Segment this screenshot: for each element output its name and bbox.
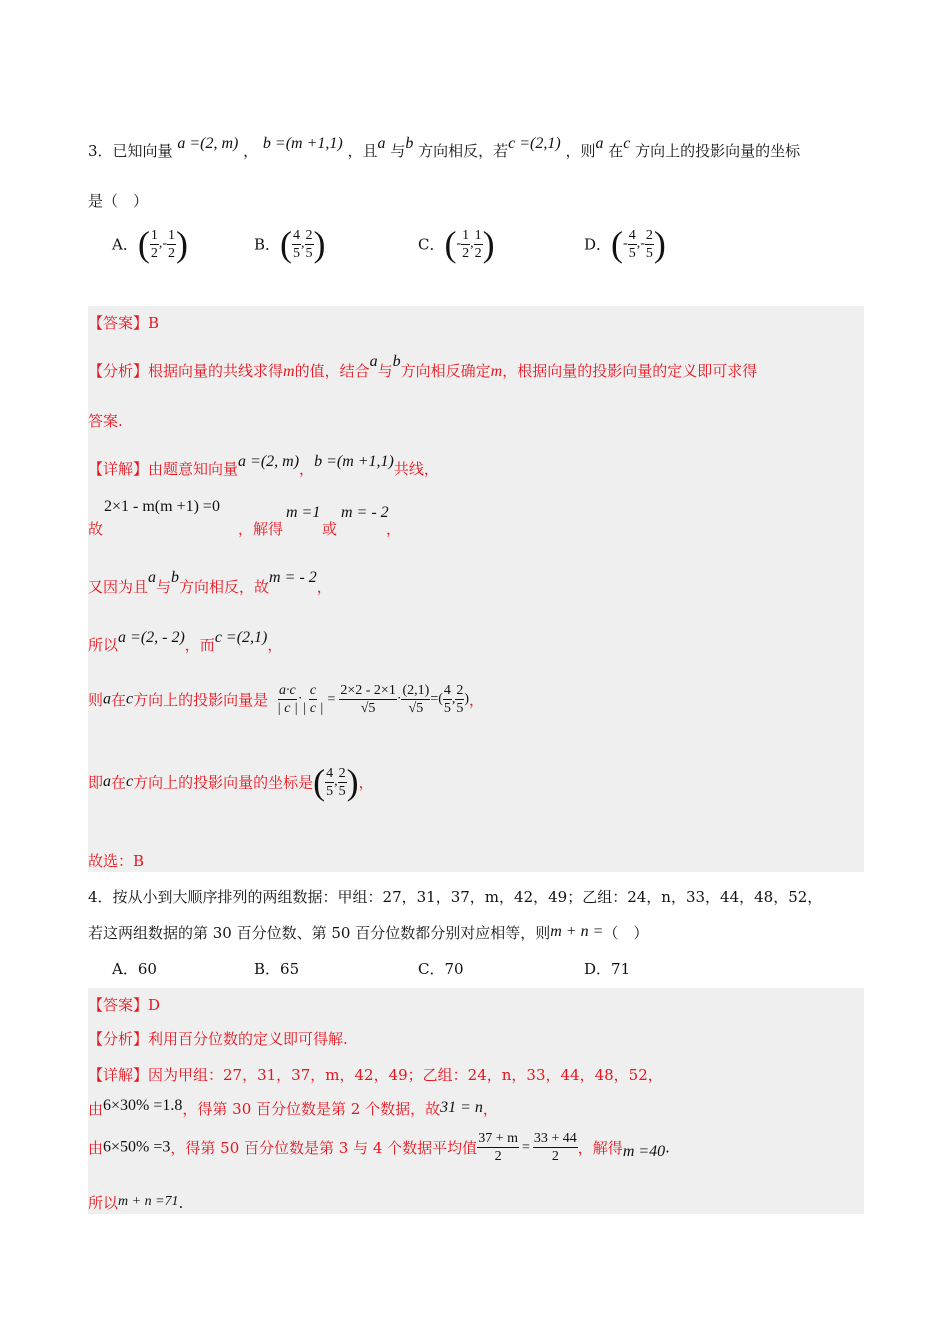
equation: m + n =71 <box>118 1194 179 1209</box>
q4-analysis: 【分析】利用百分位数的定义即可得解. <box>88 1030 348 1048</box>
text: 即 <box>88 773 104 792</box>
denominator: 2 <box>462 245 470 261</box>
fraction <box>150 227 159 262</box>
eq-m2: m = - 2 <box>341 504 389 521</box>
denominator: 5 <box>326 783 334 799</box>
text: 由 <box>88 1100 104 1118</box>
equals: = <box>327 691 336 707</box>
eq-m: m = - 2 <box>269 569 317 586</box>
equation: 6×50% =3 <box>103 1138 171 1156</box>
option-label: C． <box>418 235 445 254</box>
denominator: 5 <box>456 701 464 716</box>
text: 方向上的投影向量的坐标是 <box>133 773 314 792</box>
numerator: 2 <box>456 683 464 698</box>
equation: m =40 <box>622 1142 666 1160</box>
option-label: A． <box>112 235 138 254</box>
option-label: B． <box>254 235 281 254</box>
coord-fraction-1 <box>325 765 334 800</box>
q3-detail-line-coordinate <box>88 764 374 800</box>
result-fraction-1 <box>443 682 452 717</box>
fraction <box>461 227 470 262</box>
text: 方向上的投影向量是 <box>133 691 269 709</box>
denominator: 5 <box>305 245 313 261</box>
q3-vec-a: a =(2, m) <box>177 135 239 152</box>
comma: , <box>334 774 338 789</box>
fraction <box>292 227 301 262</box>
option-value: 65 <box>280 960 300 978</box>
numerator: 2 <box>645 227 653 243</box>
q4-option-d[interactable] <box>584 958 630 979</box>
q3-vec-c: c =(2,1) <box>508 135 561 152</box>
text-gu: 故 <box>88 520 104 538</box>
q3-mid3: ，则 <box>565 142 596 160</box>
var-c: c <box>126 690 134 708</box>
q4-option-c[interactable] <box>418 958 464 979</box>
q4-option-a[interactable] <box>112 958 157 979</box>
var-b: b <box>392 353 401 370</box>
denominator: 5 <box>628 245 636 261</box>
paren-open: ( <box>313 762 326 802</box>
q3-mid2: 方向相反，若 <box>418 142 509 160</box>
equals: = <box>521 1139 530 1155</box>
var-b: b <box>171 569 180 586</box>
text-comma: ， <box>386 520 402 538</box>
q3-option-b[interactable] <box>254 226 326 262</box>
eq-m1: m =1 <box>286 504 321 521</box>
q3-a2: a <box>595 135 604 152</box>
analysis-tag: 【分析】 <box>88 362 149 380</box>
q3-a: a <box>377 135 386 152</box>
numerator: 33 + 44 <box>533 1131 577 1146</box>
vec-a-value: a =(2, - 2) <box>118 629 185 646</box>
vec-a: a =(2, m) <box>238 453 300 470</box>
option-label: A． <box>112 960 138 978</box>
q4-final <box>88 1192 183 1213</box>
sign: - <box>162 236 168 251</box>
q3-yu: 与 <box>390 142 406 160</box>
q3-detail-line-suoyi <box>88 629 283 655</box>
q3-choice: 故选：B <box>88 852 145 870</box>
paren-close: ) <box>653 224 666 264</box>
comma: , <box>470 236 474 251</box>
paren-close: ) <box>176 224 189 264</box>
analysis-text: ，根据向量的投影向量的定义即可求得 <box>502 362 758 380</box>
numerator: 4 <box>628 227 636 243</box>
q4-line1: 4．按从小到大顺序排列的两组数据：甲组：27，31，37，m，42，49；乙组：24，n，33，44，48，52， <box>88 888 823 906</box>
text: 方向相反，故 <box>179 578 270 596</box>
var-c: c <box>126 773 134 790</box>
numerator: 37 + m <box>478 1131 518 1146</box>
var-a: a <box>369 353 378 370</box>
proj-fraction-2 <box>303 682 324 717</box>
comma: , <box>451 691 456 707</box>
text: ，得第 30 百分位数是第 2 个数据，故 <box>182 1100 441 1118</box>
numerator: 1 <box>150 227 158 243</box>
detail-text: 由题意知向量 <box>148 460 239 478</box>
fraction <box>628 227 637 262</box>
q3-b: b <box>405 135 414 152</box>
var-m: m <box>283 363 295 380</box>
q3-comma: ， <box>243 142 259 160</box>
coord-fraction-2 <box>338 765 347 800</box>
q3-line1 <box>88 135 801 161</box>
var-a: a <box>103 690 112 708</box>
fraction <box>474 227 483 262</box>
text: 又因为且 <box>88 578 149 596</box>
fraction-left <box>477 1130 519 1165</box>
numerator: 4 <box>293 227 301 243</box>
paren-open: ( <box>444 224 457 264</box>
numerator: c <box>309 683 317 698</box>
text: 在 <box>111 691 127 709</box>
equation: 6×30% =1.8 <box>103 1097 183 1114</box>
comma: , <box>158 236 163 251</box>
text: 则 <box>88 691 104 709</box>
text: ，而 <box>184 636 215 654</box>
paren-open: ( <box>280 224 293 264</box>
text: ，得第 50 百分位数是第 3 与 4 个数据平均值 <box>170 1139 478 1157</box>
option-value: 70 <box>444 960 464 978</box>
option-value: 71 <box>611 960 631 978</box>
numerator: 4 <box>326 765 334 781</box>
option-value: 60 <box>137 960 157 978</box>
paren-open: ( <box>611 224 624 264</box>
fraction <box>645 227 654 262</box>
detail-text: 共线， <box>393 460 439 478</box>
denominator: 5 <box>338 783 346 799</box>
option-label: C． <box>418 960 445 978</box>
q4-detail-line2 <box>88 1098 498 1119</box>
denominator: √5 <box>360 701 376 716</box>
text: . <box>665 1138 670 1157</box>
numerator: 2×2 - 2×1 <box>340 683 396 698</box>
equals: =( <box>430 691 443 707</box>
q3-option-d[interactable] <box>584 226 666 262</box>
comma: , <box>301 236 305 251</box>
comma: , <box>636 236 641 251</box>
q3-mid1: ，且 <box>347 142 378 160</box>
denominator: | c | <box>302 701 324 716</box>
proj-fraction-4 <box>401 682 430 717</box>
option-label: D． <box>584 235 612 254</box>
q4-detail-line3 <box>88 1130 670 1170</box>
paren-close: ) <box>346 762 359 802</box>
q4-text: 若这两组数据的第 30 百分位数、第 50 百分位数都分别对应相等，则 <box>88 924 551 942</box>
analysis-text: 方向相反确定 <box>400 362 491 380</box>
numerator: a·c <box>279 683 296 698</box>
q3-zai: 在 <box>608 142 624 160</box>
q3-detail-line-projection <box>88 682 484 732</box>
denominator: 2 <box>494 1149 502 1164</box>
text: ， <box>267 636 283 654</box>
denominator: 2 <box>150 245 158 261</box>
q4-option-b[interactable] <box>254 958 299 979</box>
q3-c2: c <box>623 135 631 152</box>
fraction <box>167 227 176 262</box>
q3-prefix: 3．已知向量 <box>88 142 173 160</box>
denominator: 5 <box>443 701 451 716</box>
numerator: (2,1) <box>402 683 430 698</box>
var-m: m <box>490 363 503 380</box>
q3-analysis-line1 <box>88 353 758 381</box>
analysis-text: 根据向量的共线求得 <box>148 362 284 380</box>
denominator: | c | <box>276 701 298 716</box>
denominator: √5 <box>408 701 424 716</box>
q4-detail: 【详解】因为甲组：27，31，37，m，42，49；乙组：24，n，33，44，48，52， <box>88 1066 663 1084</box>
vec-c-value: c =(2,1) <box>214 629 268 646</box>
text: 在 <box>111 773 127 792</box>
var-a: a <box>103 773 112 790</box>
text: 由 <box>88 1139 104 1157</box>
analysis-text: 的值，结合 <box>294 362 370 380</box>
text: . <box>178 1194 184 1212</box>
option-label: B． <box>254 960 281 978</box>
equation: 2×1 - m(m +1) =0 <box>104 498 220 515</box>
text: ，解得 <box>577 1139 623 1157</box>
denominator: 2 <box>168 245 176 261</box>
text-solve: ，解得 <box>238 520 284 538</box>
var-a: a <box>148 569 157 586</box>
fraction-right <box>533 1130 578 1165</box>
detail-text: ， <box>299 460 315 478</box>
text: ， <box>316 578 332 596</box>
detail-tag: 【详解】 <box>88 460 149 478</box>
dot: · <box>297 691 303 707</box>
q3-detail-line-you <box>88 569 332 597</box>
fraction <box>305 227 314 262</box>
q3-analysis-line2: 答案. <box>88 412 123 430</box>
numerator: 1 <box>168 227 176 243</box>
text: 所以 <box>88 1194 119 1212</box>
denominator: 2 <box>474 245 482 261</box>
text: 所以 <box>88 636 119 654</box>
sign: - <box>640 236 645 251</box>
numerator: 1 <box>474 227 482 243</box>
paren-close: ) <box>313 224 326 264</box>
option-label: D． <box>584 960 612 978</box>
text-huo: 或 <box>322 520 338 538</box>
q3-option-a[interactable] <box>112 226 188 262</box>
sign: - <box>456 236 462 251</box>
analysis-text: 与 <box>377 362 393 380</box>
paren-open: ( <box>137 224 150 264</box>
q4-expr: m + n = <box>550 923 604 940</box>
dot: · <box>396 691 402 707</box>
q3-answer: 【答案】B <box>88 314 160 332</box>
q3-vec-b: b =(m +1,1) <box>262 135 343 152</box>
q3-detail-line1 <box>88 453 439 479</box>
sign: - <box>623 236 628 251</box>
denominator: 5 <box>645 245 653 261</box>
numerator: 2 <box>305 227 313 243</box>
text: ， <box>482 1100 498 1118</box>
numerator: 4 <box>443 683 451 698</box>
proj-fraction-1 <box>277 682 298 717</box>
q4-line2 <box>88 922 648 943</box>
vec-b: b =(m +1,1) <box>314 453 394 470</box>
equation: 31 = n <box>440 1099 483 1116</box>
text: 与 <box>156 578 172 596</box>
denominator: 5 <box>293 245 301 261</box>
q3-tail: 方向上的投影向量的坐标 <box>635 142 801 160</box>
paren-close: ) <box>464 691 470 707</box>
proj-fraction-3 <box>339 682 396 717</box>
text: ， <box>358 773 374 792</box>
denominator: 2 <box>551 1149 559 1164</box>
numerator: 1 <box>462 227 470 243</box>
q3-line2: 是（ ） <box>88 192 149 210</box>
paren-close: ) <box>482 224 495 264</box>
numerator: 2 <box>338 765 346 781</box>
text: ， <box>469 691 485 709</box>
q4-text: （ ） <box>603 924 649 942</box>
q4-answer: 【答案】D <box>88 996 161 1014</box>
q3-option-c[interactable] <box>418 226 495 262</box>
